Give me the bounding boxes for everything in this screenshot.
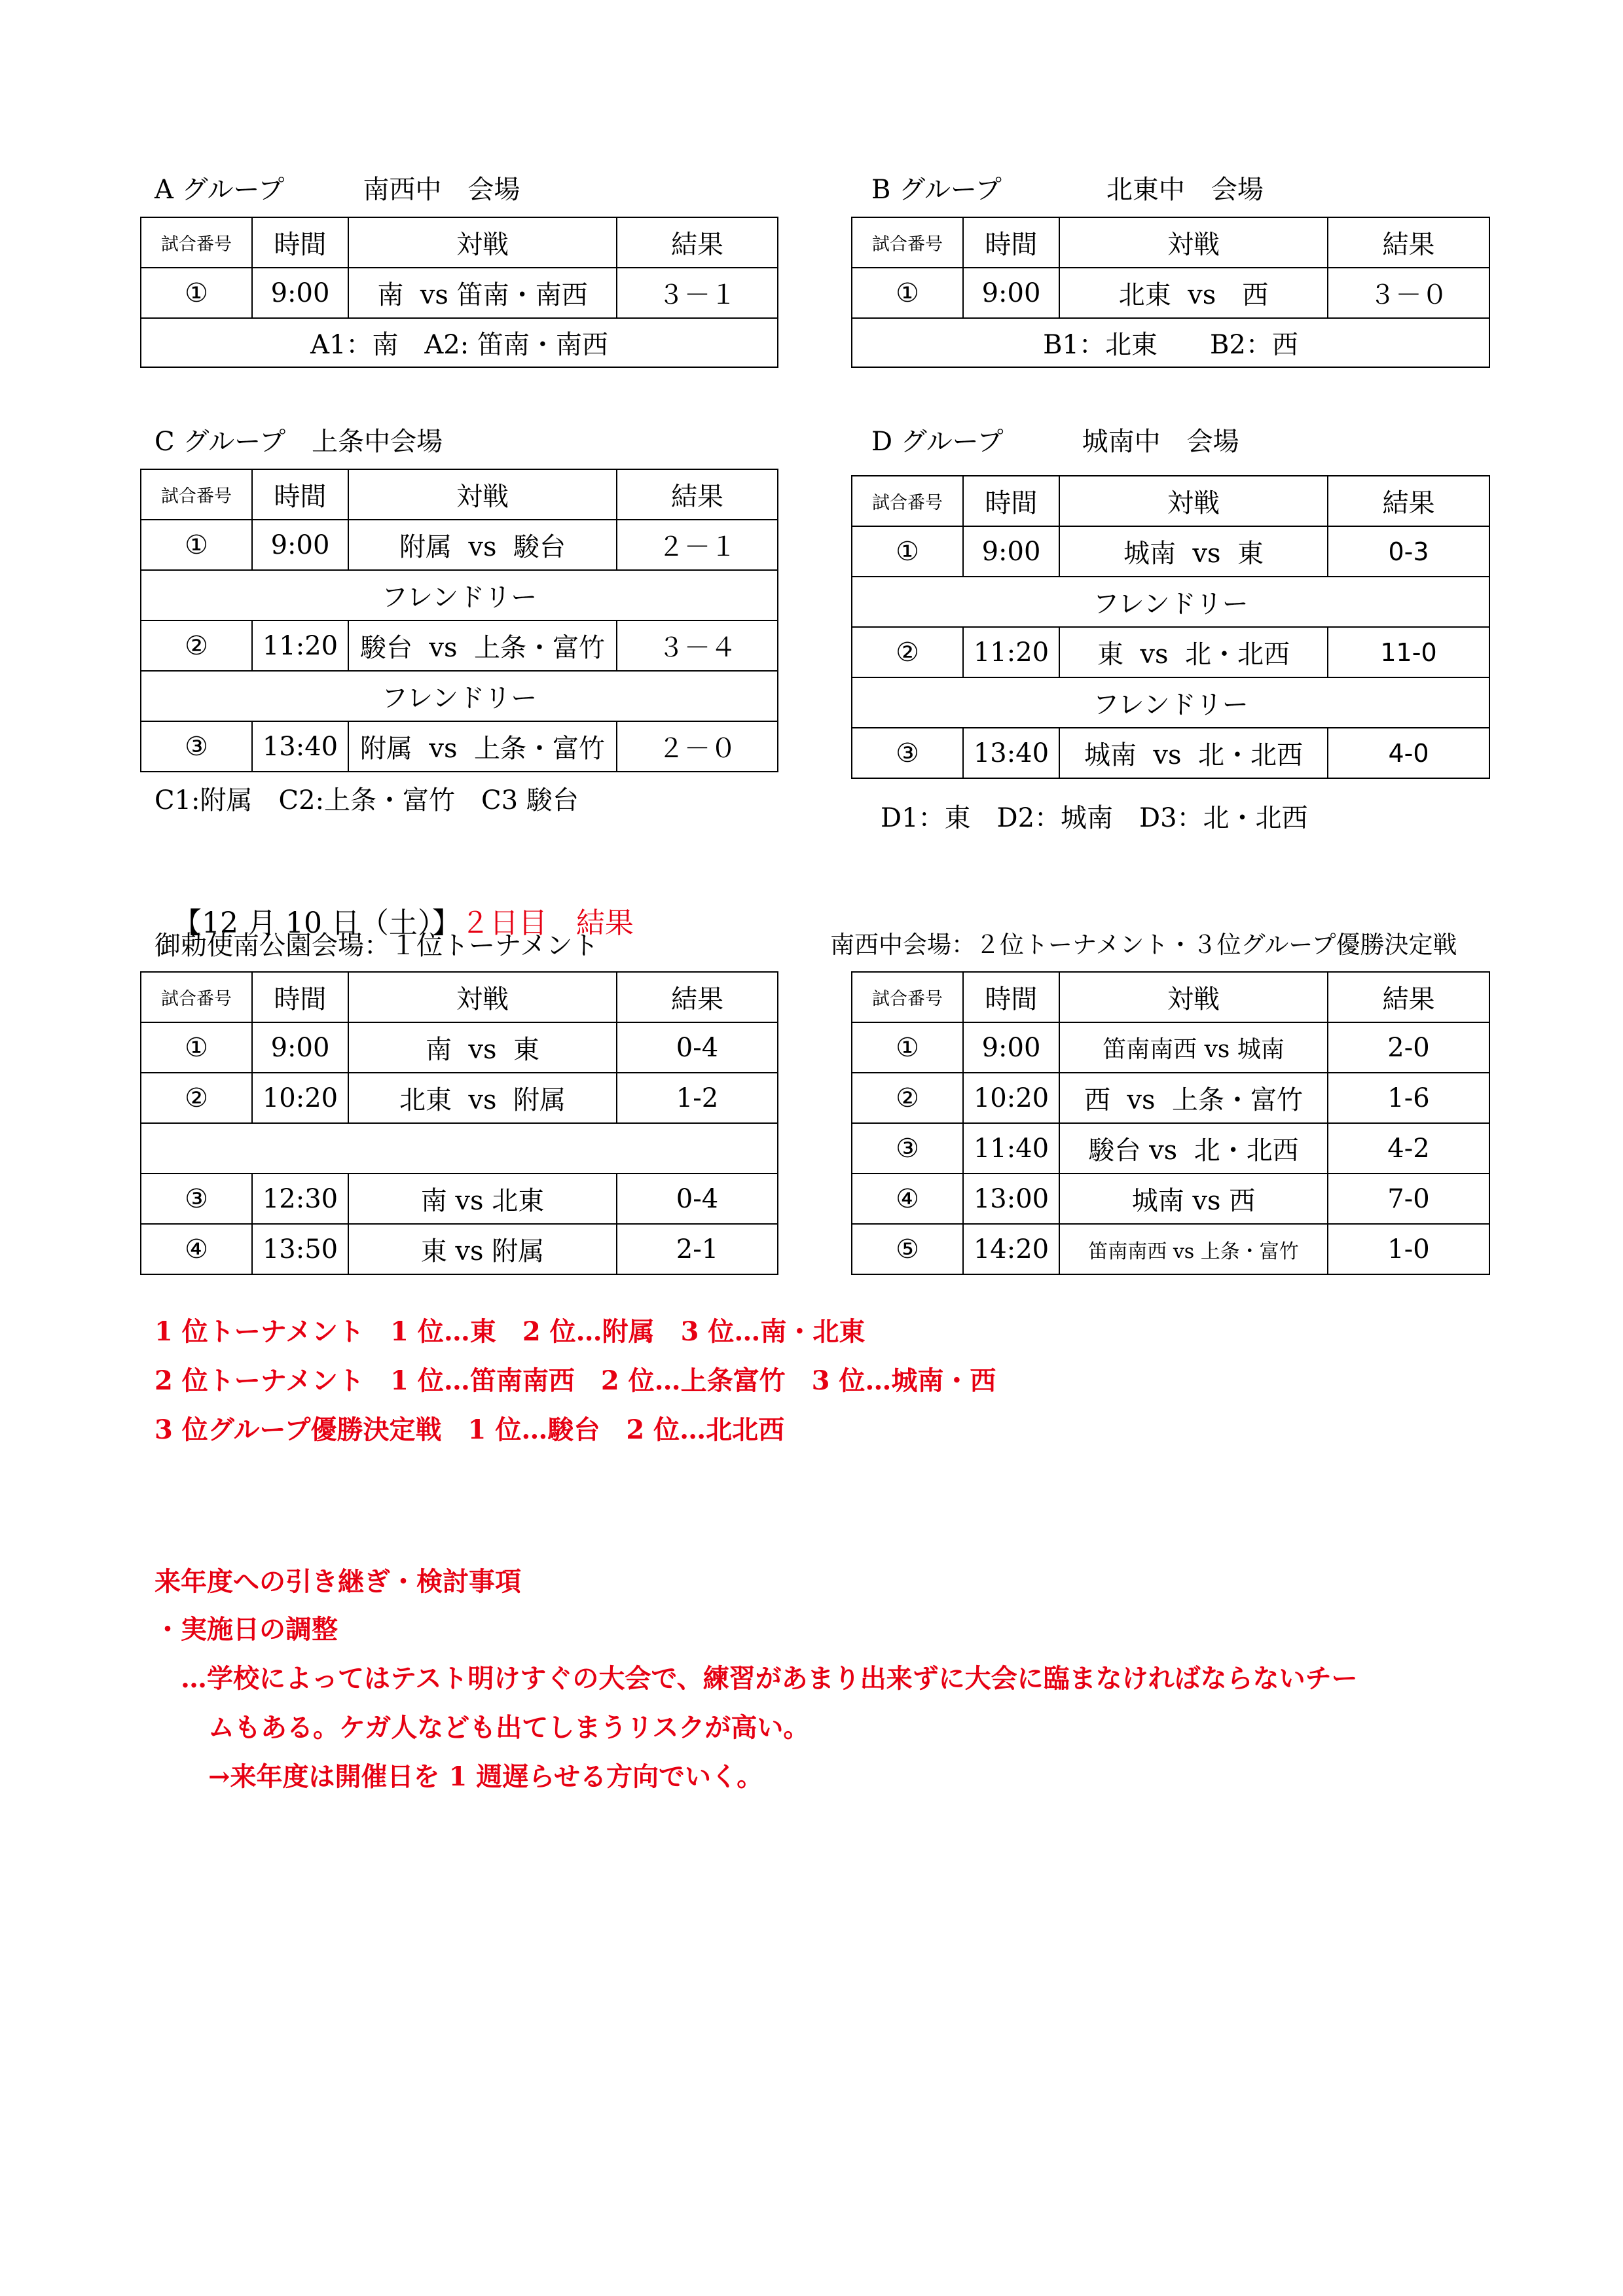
- header-time: 時間: [252, 972, 348, 1022]
- match-teams: 北東 vs 附属: [348, 1073, 617, 1123]
- match-number: ④: [852, 1174, 963, 1224]
- friendly-row: フレンドリー: [141, 671, 778, 721]
- header-match: 対戦: [348, 972, 617, 1022]
- header-match-no: 試合番号: [141, 469, 252, 520]
- day2-label: ２日目 結果: [460, 906, 634, 940]
- results-line-1: 1 位トーナメント 1 位…東 2 位…附属 3 位…南・北東: [155, 1316, 866, 1347]
- header-result: 結果: [617, 217, 778, 268]
- table-row: [141, 1174, 778, 1224]
- match-number: ①: [852, 526, 963, 577]
- header-match: 対戦: [1059, 972, 1328, 1022]
- match-result: 0-3: [1328, 526, 1489, 577]
- header-match-no: 試合番号: [852, 972, 963, 1022]
- match-time: 9:00: [963, 1022, 1059, 1073]
- day2-heading: [155, 880, 634, 938]
- match-number: ③: [852, 728, 963, 778]
- results-line-3: 3 位グループ優勝決定戦 1 位…駿台 2 位…北北西: [155, 1414, 785, 1445]
- match-teams: 笛南南西 vs 上条・富竹: [1059, 1224, 1328, 1274]
- match-teams: 城南 vs 西: [1059, 1174, 1328, 1224]
- match-number: ①: [141, 1022, 252, 1073]
- group-c-table: [140, 469, 778, 772]
- match-number: ①: [141, 268, 252, 318]
- table-row: [852, 1224, 1489, 1274]
- match-time: 13:50: [252, 1224, 348, 1274]
- match-time: 9:00: [252, 1022, 348, 1073]
- header-time: 時間: [963, 972, 1059, 1022]
- header-time: 時間: [963, 476, 1059, 526]
- results-line-2: 2 位トーナメント 1 位…笛南南西 2 位…上条富竹 3 位…城南・西: [155, 1365, 996, 1396]
- match-time: 9:00: [252, 268, 348, 318]
- match-teams: 南 vs 東: [348, 1022, 617, 1073]
- match-result: ２－１: [617, 520, 778, 570]
- match-teams: 東 vs 附属: [348, 1224, 617, 1274]
- friendly-row: フレンドリー: [852, 677, 1489, 728]
- match-result: 0-4: [617, 1022, 778, 1073]
- table-row: [141, 520, 778, 570]
- table-row: [852, 627, 1489, 677]
- group-a-title: A グループ 南西中 会場: [155, 175, 520, 205]
- match-result: 1-0: [1328, 1224, 1489, 1274]
- match-number: ③: [141, 721, 252, 772]
- match-teams: 東 vs 北・北西: [1059, 627, 1328, 677]
- table-row: [852, 268, 1489, 318]
- notes-body-line-2: ムもある。ケガ人なども出てしまうリスクが高い。: [208, 1712, 810, 1743]
- table-row: [852, 1022, 1489, 1073]
- match-time: 11:40: [963, 1123, 1059, 1174]
- group-c-title: C グループ 上条中会場: [155, 427, 443, 457]
- table-row: [141, 721, 778, 772]
- group-d-table: [851, 475, 1490, 779]
- match-result: 1-6: [1328, 1073, 1489, 1123]
- table-row: [141, 1073, 778, 1123]
- table-row: [852, 526, 1489, 577]
- table-row: [852, 1123, 1489, 1174]
- match-teams: 笛南南西 vs 城南: [1059, 1022, 1328, 1073]
- day2-left-title: 御勅使南公園会場：１位トーナメント: [155, 931, 599, 961]
- table-row: [141, 1022, 778, 1073]
- match-result: ３－１: [617, 268, 778, 318]
- match-teams: 北東 vs 西: [1059, 268, 1328, 318]
- match-result: 2-1: [617, 1224, 778, 1274]
- match-result: 0-4: [617, 1174, 778, 1224]
- table-row: [852, 1073, 1489, 1123]
- match-time: 13:40: [963, 728, 1059, 778]
- match-number: ②: [141, 1073, 252, 1123]
- match-number: ②: [852, 627, 963, 677]
- match-result: ３－０: [1328, 268, 1489, 318]
- notes-title: 来年度への引き継ぎ・検討事項: [155, 1566, 521, 1597]
- match-number: ②: [852, 1073, 963, 1123]
- match-number: ③: [852, 1123, 963, 1174]
- day2-right-table: [851, 971, 1490, 1275]
- match-time: 9:00: [252, 520, 348, 570]
- group-summary: A1：南 A2: 笛南・南西: [141, 318, 778, 367]
- header-match-no: 試合番号: [852, 476, 963, 526]
- table-row: [141, 620, 778, 671]
- group-d-summary: D1：東 D2：城南 D3：北・北西: [881, 803, 1308, 833]
- match-time: 9:00: [963, 526, 1059, 577]
- match-time: 13:40: [252, 721, 348, 772]
- day2-left-table: [140, 971, 778, 1275]
- group-a-table: [140, 217, 778, 368]
- match-result: ２－０: [617, 721, 778, 772]
- match-result: 4-2: [1328, 1123, 1489, 1174]
- header-match-no: 試合番号: [141, 972, 252, 1022]
- table-row: [852, 1174, 1489, 1224]
- header-time: 時間: [963, 217, 1059, 268]
- match-teams: 城南 vs 東: [1059, 526, 1328, 577]
- match-number: ②: [141, 620, 252, 671]
- header-match: 対戦: [1059, 476, 1328, 526]
- blank-row: [141, 1123, 778, 1174]
- match-teams: 駿台 vs 上条・富竹: [348, 620, 617, 671]
- match-time: 12:30: [252, 1174, 348, 1224]
- group-d-title: D グループ 城南中 会場: [871, 427, 1239, 457]
- notes-item: ・実施日の調整: [155, 1614, 338, 1645]
- match-time: 9:00: [963, 268, 1059, 318]
- header-result: 結果: [1328, 972, 1489, 1022]
- match-number: ⑤: [852, 1224, 963, 1274]
- match-time: 13:00: [963, 1174, 1059, 1224]
- match-number: ③: [141, 1174, 252, 1224]
- day2-date: 【12 月 10 日（土）】: [172, 906, 461, 940]
- header-result: 結果: [617, 469, 778, 520]
- day2-right-title: 南西中会場：２位トーナメント・３位グループ優勝決定戦: [830, 931, 1457, 959]
- header-result: 結果: [1328, 476, 1489, 526]
- match-result: 11-0: [1328, 627, 1489, 677]
- friendly-row: フレンドリー: [141, 570, 778, 620]
- group-c-summary: C1:附属 C2:上条・富竹 C3 駿台: [155, 785, 579, 816]
- friendly-row: フレンドリー: [852, 577, 1489, 627]
- match-number: ①: [852, 1022, 963, 1073]
- group-b-table: [851, 217, 1490, 368]
- notes-body-line-3: →来年度は開催日を 1 週遅らせる方向でいく。: [208, 1761, 763, 1792]
- header-time: 時間: [252, 469, 348, 520]
- match-result: ３－４: [617, 620, 778, 671]
- header-result: 結果: [617, 972, 778, 1022]
- header-time: 時間: [252, 217, 348, 268]
- match-result: 2-0: [1328, 1022, 1489, 1073]
- match-number: ①: [141, 520, 252, 570]
- match-result: 4-0: [1328, 728, 1489, 778]
- match-time: 14:20: [963, 1224, 1059, 1274]
- match-number: ①: [852, 268, 963, 318]
- match-teams: 城南 vs 北・北西: [1059, 728, 1328, 778]
- header-result: 結果: [1328, 217, 1489, 268]
- header-match: 対戦: [348, 469, 617, 520]
- match-teams: 附属 vs 駿台: [348, 520, 617, 570]
- table-row: [141, 268, 778, 318]
- match-teams: 駿台 vs 北・北西: [1059, 1123, 1328, 1174]
- match-teams: 附属 vs 上条・富竹: [348, 721, 617, 772]
- header-match: 対戦: [1059, 217, 1328, 268]
- match-number: ④: [141, 1224, 252, 1274]
- notes-body-line-1: …学校によってはテスト明けすぐの大会で、練習があまり出来ずに大会に臨まなければならないチー: [181, 1663, 1358, 1694]
- match-time: 10:20: [252, 1073, 348, 1123]
- match-teams: 南 vs 北東: [348, 1174, 617, 1224]
- table-row: [852, 728, 1489, 778]
- group-summary: B1：北東 B2：西: [852, 318, 1489, 367]
- header-match: 対戦: [348, 217, 617, 268]
- match-time: 10:20: [963, 1073, 1059, 1123]
- table-row: [141, 1224, 778, 1274]
- match-time: 11:20: [252, 620, 348, 671]
- match-result: 7-0: [1328, 1174, 1489, 1224]
- match-result: 1-2: [617, 1073, 778, 1123]
- match-time: 11:20: [963, 627, 1059, 677]
- match-teams: 南 vs 笛南・南西: [348, 268, 617, 318]
- header-match-no: 試合番号: [141, 217, 252, 268]
- header-match-no: 試合番号: [852, 217, 963, 268]
- group-b-title: B グループ 北東中 会場: [871, 175, 1264, 205]
- match-teams: 西 vs 上条・富竹: [1059, 1073, 1328, 1123]
